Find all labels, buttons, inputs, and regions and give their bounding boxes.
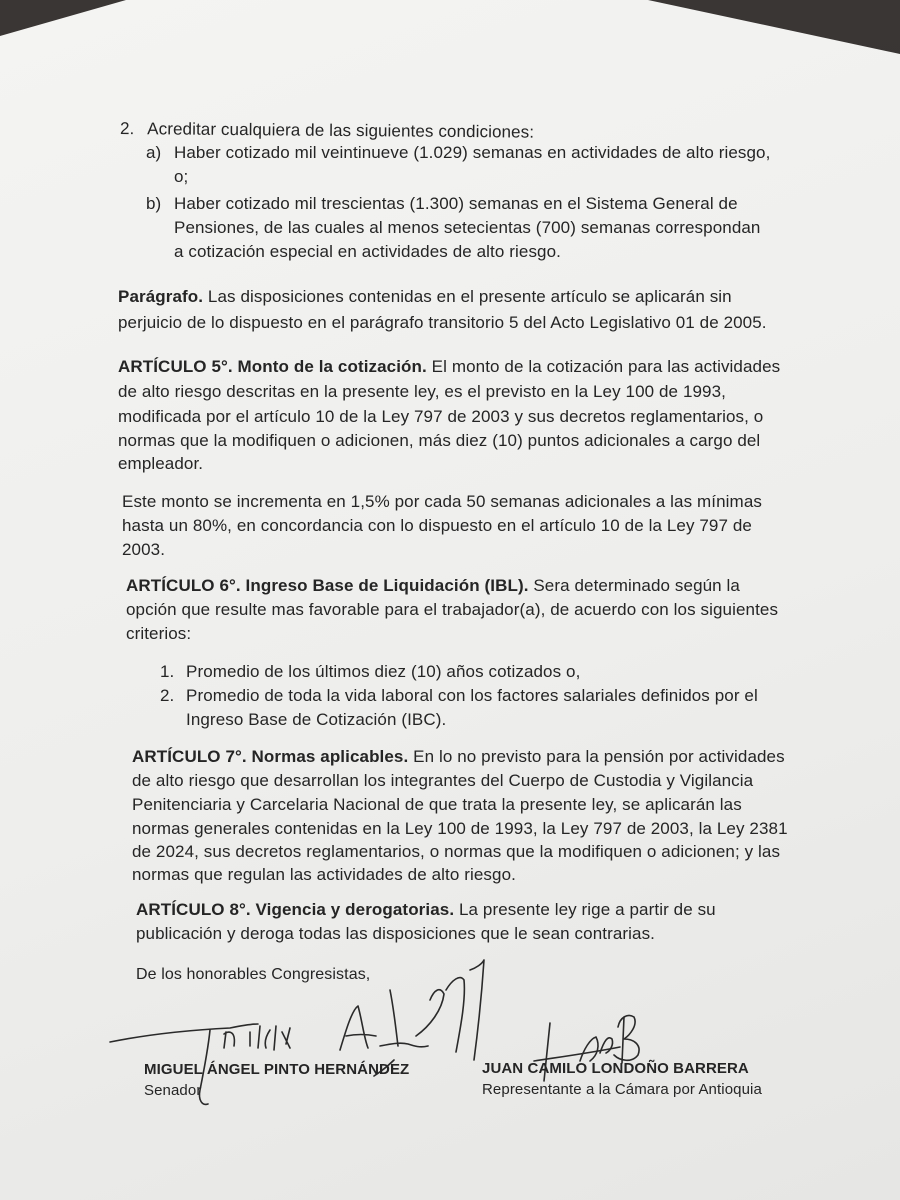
paragrafo-line: perjuicio de lo dispuesto en el parágrafo transitorio 5 del Acto Legislativo 01 de 2005. [118, 313, 767, 332]
sub-item-a-line: Haber cotizado mil veintinueve (1.029) semanas en actividades de alto riesgo, [174, 143, 771, 162]
article-7-heading: ARTÍCULO 7°. Normas aplicables. [132, 747, 409, 766]
article-6-line: criterios: [126, 624, 192, 643]
criteria-item-2-text: Promedio de toda la vida laboral con los factores salariales definidos por el [186, 686, 758, 705]
article-8-line [136, 898, 716, 922]
article-8-heading: ARTÍCULO 8°. Vigencia y derogatorias. [136, 900, 455, 919]
article-7-line: normas que regulan las actividades de alto riesgo. [132, 865, 516, 884]
list-item-text: Acreditar cualquiera de las siguientes condiciones: [147, 119, 535, 142]
criteria-item-1-number: 1. [160, 662, 175, 681]
article-5-text: El monto de la cotización para las actividades [426, 357, 781, 376]
paragrafo-heading: Parágrafo. [118, 287, 204, 306]
criteria-item-1-text: Promedio de los últimos diez (10) años cotizados o, [186, 662, 581, 681]
article-7-line: de alto riesgo que desarrollan los integrantes del Cuerpo de Custodia y Vigilancia [132, 771, 754, 790]
signatory-name: JUAN CAMILO LONDOÑO BARRERA [482, 1060, 749, 1077]
sub-item-b-line: Pensiones, de las cuales al menos setecientas (700) semanas correspondan [174, 218, 761, 237]
article-5-p2-line: hasta un 80%, en concordancia con lo dispuesto en el artículo 10 de la Ley 797 de [122, 516, 752, 535]
sub-item-a-line: o; [174, 167, 189, 186]
sub-item-a-label: a) [146, 143, 162, 162]
article-5-line: empleador. [118, 454, 204, 473]
article-7-line: Penitenciaria y Carcelaria Nacional de que trata la presente ley, se aplicarán las [132, 795, 742, 814]
sub-item-b-label: b) [146, 194, 162, 213]
paragrafo-line [118, 285, 732, 309]
paragrafo-text: Las disposiciones contenidas en el presente artículo se aplicarán sin [203, 287, 732, 306]
sub-item-b-line: Haber cotizado mil trescientas (1.300) semanas en el Sistema General de [174, 194, 738, 213]
criteria-item-2-text: Ingreso Base de Cotización (IBC). [186, 710, 447, 729]
sub-item-b-line: a cotización especial en actividades de alto riesgo. [174, 242, 561, 261]
article-7-line: normas generales contenidas en la Ley 100 de 1993, la Ley 797 de 2003, la Ley 2381 [132, 819, 788, 838]
list-number: 2. [119, 119, 135, 139]
signatory-title: Senador [144, 1082, 202, 1099]
article-6-line: opción que resulte mas favorable para el trabajador(a), de acuerdo con los siguientes [126, 600, 779, 619]
article-7-text: En lo no previsto para la pensión por actividades [408, 747, 785, 766]
article-5-p2-line: Este monto se incrementa en 1,5% por cada 50 semanas adicionales a las mínimas [122, 492, 762, 511]
article-5-line: de alto riesgo descritas en la presente ley, es el previsto en la Ley 100 de 1993, [118, 382, 726, 401]
criteria-item-2-number: 2. [160, 686, 175, 705]
signatory-name: MIGUEL ÁNGEL PINTO HERNÁNDEZ [144, 1061, 410, 1078]
article-7-line [132, 745, 785, 769]
article-5-line: normas que la modifiquen o adicionen, más diez (10) puntos adicionales a cargo del [118, 431, 761, 450]
article-5-heading: ARTÍCULO 5°. Monto de la cotización. [118, 357, 427, 376]
article-6-heading: ARTÍCULO 6°. Ingreso Base de Liquidación (IBL). [126, 576, 529, 595]
article-6-text: Sera determinado según la [528, 576, 740, 595]
signatory-title: Representante a la Cámara por Antioquia [482, 1081, 762, 1098]
article-7-line: de 2024, sus decretos reglamentarios, o normas que la modifiquen o adicionen; y las [132, 842, 781, 861]
article-5-line: modificada por el artículo 10 de la Ley 797 de 2003 y sus decretos reglamentarios, o [118, 407, 764, 426]
article-8-text: La presente ley rige a partir de su [454, 900, 716, 919]
article-5-p2-line: 2003. [122, 540, 166, 559]
article-8-line: publicación y deroga todas las disposiciones que le sean contrarias. [136, 924, 655, 943]
closing-salutation: De los honorables Congresistas, [136, 966, 371, 983]
article-5-line [118, 355, 780, 379]
article-6-line [126, 574, 740, 598]
